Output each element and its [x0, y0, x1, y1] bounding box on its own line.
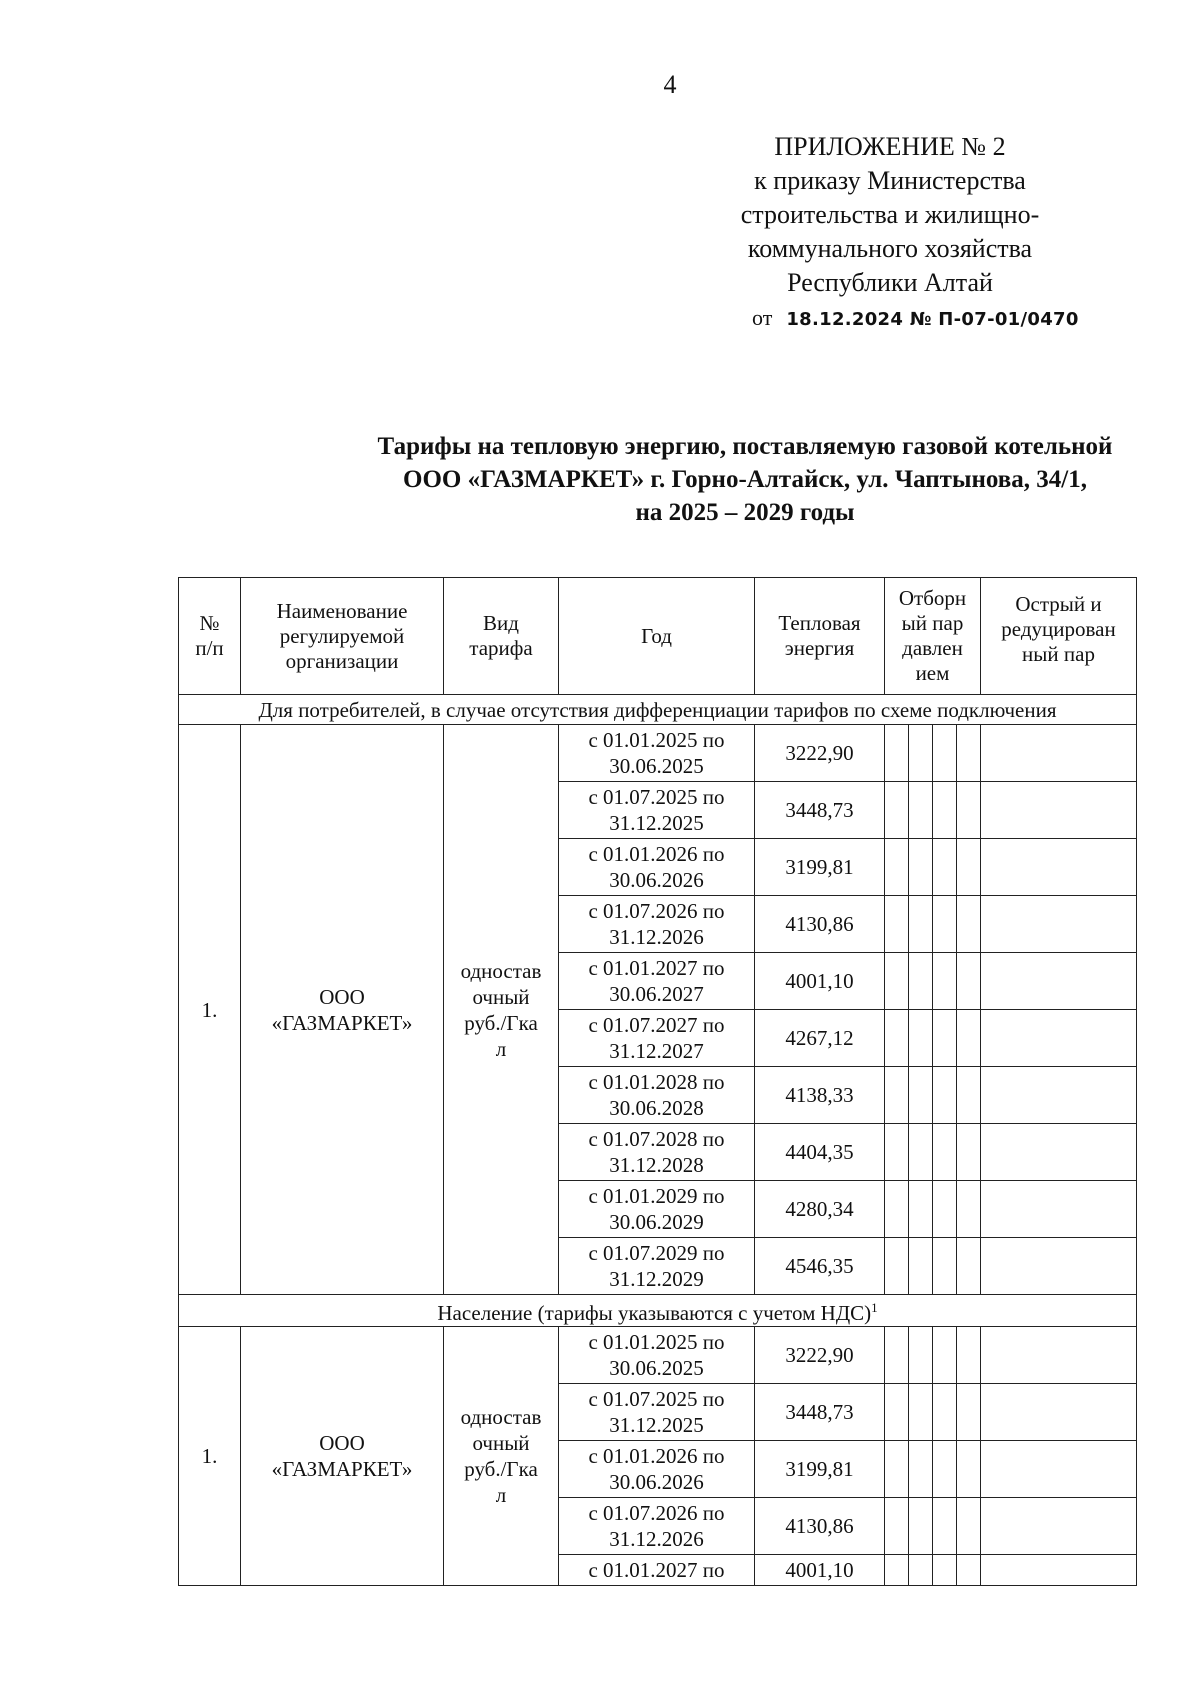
period-cell: [559, 1124, 755, 1181]
document-title: [200, 430, 1200, 529]
tariff-table: [178, 577, 1137, 1586]
steam-empty-cell: [885, 1067, 909, 1124]
steam-empty-cell: [957, 1498, 981, 1555]
period-line: 30.06.2029: [609, 1210, 704, 1234]
period-line: с 01.01.2025 по: [588, 728, 725, 752]
steam-empty-cell: [909, 1181, 933, 1238]
tariff-type: [444, 725, 559, 1295]
header-heat-energy: [755, 578, 885, 695]
sharp-steam-empty-cell: [981, 1067, 1137, 1124]
period-cell: [559, 953, 755, 1010]
header-year: Год: [559, 578, 755, 695]
appendix-line: к приказу Министерства: [754, 166, 1026, 195]
steam-empty-cell: [933, 1010, 957, 1067]
steam-empty-cell: [885, 1124, 909, 1181]
appendix-line: строительства и жилищно-: [740, 200, 1040, 229]
sharp-steam-empty-cell: [981, 1181, 1137, 1238]
header-type-line: тарифа: [469, 636, 533, 660]
title-line: на 2025 – 2029 годы: [635, 499, 855, 526]
appendix-block: [660, 130, 1120, 300]
period-line: 31.12.2025: [609, 1413, 704, 1437]
steam-empty-cell: [885, 1555, 909, 1586]
tariff-type-line: л: [495, 1036, 507, 1061]
heat-energy-value: 4138,33: [755, 1067, 885, 1124]
steam-empty-cell: [933, 725, 957, 782]
period-line: с 01.01.2028 по: [588, 1070, 725, 1094]
heat-energy-value: 4130,86: [755, 896, 885, 953]
steam-empty-cell: [885, 1498, 909, 1555]
period-line: 31.12.2028: [609, 1153, 704, 1177]
organization-name-line: «ГАЗМАРКЕТ»: [271, 1010, 413, 1035]
period-cell: [559, 1384, 755, 1441]
heat-energy-value: 4130,86: [755, 1498, 885, 1555]
period-line: с 01.07.2029 по: [588, 1241, 725, 1265]
header-num-line: №: [199, 611, 220, 635]
organization-name-line: ООО: [319, 984, 365, 1009]
period-line: 30.06.2027: [609, 982, 704, 1006]
steam-empty-cell: [933, 1238, 957, 1295]
steam-empty-cell: [957, 1327, 981, 1384]
header-steam-line: Отборн: [898, 586, 967, 610]
heat-energy-value: 4001,10: [755, 1555, 885, 1586]
heat-energy-value: 3199,81: [755, 839, 885, 896]
heat-energy-value: 4404,35: [755, 1124, 885, 1181]
heat-energy-value: 3222,90: [755, 725, 885, 782]
header-selected-steam: [885, 578, 981, 695]
steam-empty-cell: [909, 1555, 933, 1586]
steam-empty-cell: [885, 725, 909, 782]
period-cell: [559, 1010, 755, 1067]
period-line: 31.12.2027: [609, 1039, 704, 1063]
period-cell: [559, 782, 755, 839]
tariff-type-line: одностав: [460, 958, 542, 983]
header-org-line: регулируемой: [279, 623, 405, 648]
period-line: с 01.01.2025 по: [588, 1330, 725, 1354]
period-line: 30.06.2025: [609, 1356, 704, 1380]
organization-name: [241, 1327, 444, 1586]
organization-name-line: ООО: [319, 1431, 365, 1455]
steam-empty-cell: [885, 1010, 909, 1067]
organization-name-line: «ГАЗМАРКЕТ»: [271, 1457, 413, 1481]
steam-empty-cell: [885, 1441, 909, 1498]
header-org-line: организации: [285, 648, 399, 673]
period-line: с 01.01.2029 по: [588, 1184, 725, 1208]
period-line: 31.12.2029: [609, 1267, 704, 1291]
steam-empty-cell: [933, 782, 957, 839]
heat-energy-value: 3448,73: [755, 782, 885, 839]
period-line: с 01.07.2027 по: [588, 1013, 725, 1037]
order-reference: [752, 305, 1079, 331]
steam-empty-cell: [933, 1441, 957, 1498]
sharp-steam-empty-cell: [981, 953, 1137, 1010]
steam-empty-cell: [909, 1067, 933, 1124]
steam-empty-cell: [957, 1124, 981, 1181]
sharp-steam-empty-cell: [981, 1441, 1137, 1498]
period-line: с 01.01.2027 по: [588, 1558, 725, 1582]
sharp-steam-empty-cell: [981, 1384, 1137, 1441]
header-organization: [241, 578, 444, 695]
steam-empty-cell: [957, 1238, 981, 1295]
sharp-steam-empty-cell: [981, 1238, 1137, 1295]
period-cell: [559, 1441, 755, 1498]
steam-empty-cell: [909, 953, 933, 1010]
steam-empty-cell: [957, 896, 981, 953]
sharp-steam-empty-cell: [981, 782, 1137, 839]
table-row: [179, 1327, 1137, 1384]
steam-empty-cell: [933, 1067, 957, 1124]
period-line: с 01.07.2028 по: [588, 1127, 725, 1151]
sharp-steam-empty-cell: [981, 896, 1137, 953]
tariff-type-line: руб./Гка: [464, 1010, 538, 1035]
header-sharp-line: редуцирован: [1001, 617, 1116, 641]
steam-empty-cell: [957, 725, 981, 782]
steam-empty-cell: [933, 839, 957, 896]
period-line: с 01.01.2027 по: [588, 956, 725, 980]
steam-empty-cell: [933, 1498, 957, 1555]
steam-empty-cell: [957, 1181, 981, 1238]
steam-empty-cell: [885, 1181, 909, 1238]
header-sharp-line: ный пар: [1022, 642, 1095, 666]
period-line: 30.06.2028: [609, 1096, 704, 1120]
period-cell: [559, 839, 755, 896]
section-heading-text: Население (тарифы указываются с учетом НДС): [437, 1301, 872, 1325]
order-number: 18.12.2024 № П-07-01/0470: [786, 309, 1079, 330]
table-header-row: [179, 578, 1137, 695]
steam-empty-cell: [885, 782, 909, 839]
period-cell: [559, 1555, 755, 1586]
sharp-steam-empty-cell: [981, 1327, 1137, 1384]
steam-empty-cell: [909, 1441, 933, 1498]
header-sharp-steam: [981, 578, 1137, 695]
period-line: 31.12.2025: [609, 811, 704, 835]
header-steam-line: ием: [915, 661, 950, 685]
appendix-line: коммунального хозяйства: [747, 234, 1033, 263]
period-cell: [559, 1327, 755, 1384]
period-cell: [559, 725, 755, 782]
sharp-steam-empty-cell: [981, 725, 1137, 782]
header-num-line: п/п: [195, 636, 224, 660]
title-line: ООО «ГАЗМАРКЕТ» г. Горно-Алтайск, ул. Чаптынова, 34/1,: [403, 466, 1087, 493]
order-from-label: от: [752, 305, 773, 330]
section-heading-row: [179, 695, 1137, 725]
steam-empty-cell: [957, 782, 981, 839]
steam-empty-cell: [933, 1384, 957, 1441]
steam-empty-cell: [885, 1238, 909, 1295]
period-line: 30.06.2025: [609, 754, 704, 778]
heat-energy-value: 4546,35: [755, 1238, 885, 1295]
steam-empty-cell: [933, 1555, 957, 1586]
section-heading-row: [179, 1295, 1137, 1327]
period-line: с 01.01.2026 по: [588, 1444, 725, 1468]
period-cell: [559, 1238, 755, 1295]
period-cell: [559, 1498, 755, 1555]
period-line: 31.12.2026: [609, 1527, 704, 1551]
steam-empty-cell: [885, 953, 909, 1010]
heat-energy-value: 4001,10: [755, 953, 885, 1010]
period-cell: [559, 1067, 755, 1124]
header-heat-line: энергия: [784, 636, 855, 660]
steam-empty-cell: [957, 1441, 981, 1498]
period-line: 31.12.2026: [609, 925, 704, 949]
steam-empty-cell: [909, 896, 933, 953]
section-heading: [179, 1295, 1137, 1327]
tariff-type-line: очный: [472, 984, 530, 1009]
heat-energy-value: 4280,34: [755, 1181, 885, 1238]
steam-empty-cell: [933, 1181, 957, 1238]
steam-empty-cell: [885, 839, 909, 896]
period-line: с 01.07.2025 по: [588, 785, 725, 809]
steam-empty-cell: [909, 1384, 933, 1441]
period-cell: [559, 896, 755, 953]
header-type-line: Вид: [483, 611, 519, 635]
table-row: [179, 725, 1137, 782]
row-number: 1.: [179, 1327, 241, 1586]
steam-empty-cell: [885, 896, 909, 953]
header-tariff-type: [444, 578, 559, 695]
appendix-line: ПРИЛОЖЕНИЕ № 2: [774, 132, 1006, 161]
period-line: 30.06.2026: [609, 868, 704, 892]
heat-energy-value: 3222,90: [755, 1327, 885, 1384]
page-number: 4: [663, 70, 677, 99]
steam-empty-cell: [933, 1124, 957, 1181]
steam-empty-cell: [957, 1067, 981, 1124]
header-sharp-line: Острый и: [1015, 592, 1102, 616]
heat-energy-value: 3199,81: [755, 1441, 885, 1498]
steam-empty-cell: [933, 896, 957, 953]
steam-empty-cell: [909, 1238, 933, 1295]
steam-empty-cell: [885, 1384, 909, 1441]
steam-empty-cell: [885, 1327, 909, 1384]
steam-empty-cell: [957, 1555, 981, 1586]
sharp-steam-empty-cell: [981, 839, 1137, 896]
steam-empty-cell: [909, 725, 933, 782]
steam-empty-cell: [909, 1327, 933, 1384]
period-cell: [559, 1181, 755, 1238]
period-line: с 01.07.2026 по: [588, 1501, 725, 1525]
steam-empty-cell: [909, 839, 933, 896]
row-number: 1.: [179, 725, 241, 1295]
header-num: [179, 578, 241, 695]
sharp-steam-empty-cell: [981, 1498, 1137, 1555]
steam-empty-cell: [957, 1384, 981, 1441]
tariff-type-line: руб./Гка: [464, 1457, 538, 1481]
tariff-type-line: одностав: [460, 1405, 542, 1429]
header-steam-line: давлен: [902, 636, 963, 660]
tariff-type: [444, 1327, 559, 1586]
footnote-marker: 1: [871, 1300, 878, 1315]
heat-energy-value: 3448,73: [755, 1384, 885, 1441]
organization-name: [241, 725, 444, 1295]
tariff-type-line: л: [495, 1483, 507, 1507]
period-line: с 01.07.2026 по: [588, 899, 725, 923]
steam-empty-cell: [909, 782, 933, 839]
header-heat-line: Тепловая: [778, 611, 861, 635]
tariff-type-line: очный: [472, 1431, 530, 1455]
appendix-line: Республики Алтай: [787, 268, 993, 297]
header-org-line: Наименование: [276, 598, 408, 623]
steam-empty-cell: [933, 1327, 957, 1384]
heat-energy-value: 4267,12: [755, 1010, 885, 1067]
section-heading-text: Для потребителей, в случае отсутствия дифференциации тарифов по схеме подключения: [258, 697, 1057, 722]
period-line: с 01.01.2026 по: [588, 842, 725, 866]
sharp-steam-empty-cell: [981, 1555, 1137, 1586]
steam-empty-cell: [957, 1010, 981, 1067]
steam-empty-cell: [933, 953, 957, 1010]
steam-empty-cell: [909, 1498, 933, 1555]
title-line: Тарифы на тепловую энергию, поставляемую газовой котельной: [377, 433, 1113, 460]
steam-empty-cell: [909, 1124, 933, 1181]
steam-empty-cell: [957, 839, 981, 896]
period-line: 30.06.2026: [609, 1470, 704, 1494]
steam-empty-cell: [957, 953, 981, 1010]
period-line: с 01.07.2025 по: [588, 1387, 725, 1411]
sharp-steam-empty-cell: [981, 1010, 1137, 1067]
sharp-steam-empty-cell: [981, 1124, 1137, 1181]
steam-empty-cell: [909, 1010, 933, 1067]
header-steam-line: ый пар: [901, 611, 964, 635]
section-heading: [179, 695, 1137, 725]
